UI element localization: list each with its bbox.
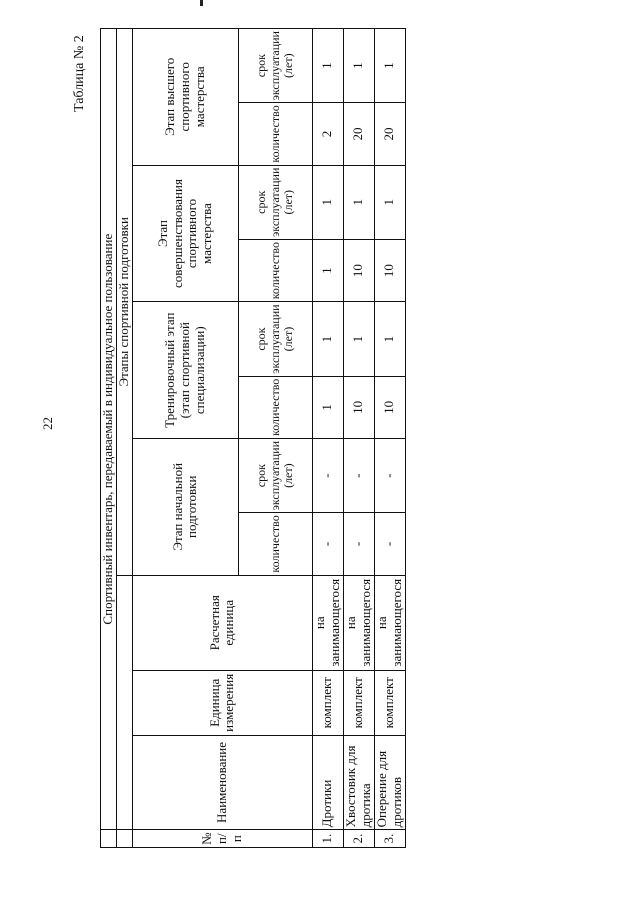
row-value: 1: [374, 302, 405, 376]
term-header: срок эксплуатации (лет): [238, 439, 312, 513]
row-value: -: [374, 513, 405, 575]
term-header: срок эксплуатации (лет): [238, 302, 312, 376]
row-value: 10: [374, 376, 405, 438]
equipment-table: [100, 28, 404, 848]
row-value: 1: [312, 29, 343, 103]
row-value: -: [312, 439, 343, 513]
table-row: [343, 29, 374, 848]
term-header: срок эксплуатации (лет): [238, 29, 312, 103]
col-unit-header: Единица измерения: [132, 670, 312, 735]
row-value: 10: [343, 239, 374, 302]
row-value: -: [312, 513, 343, 575]
row-value: 1: [312, 302, 343, 376]
page-number: 22: [40, 417, 55, 430]
stage-header-4: Этап высшего спортивного мастерства: [132, 29, 238, 166]
table-row: [374, 29, 405, 848]
row-value: 10: [374, 239, 405, 302]
scan-artifact: [200, 0, 203, 6]
row-value: 1: [312, 165, 343, 239]
table-caption: Таблица № 2: [72, 35, 87, 112]
row-num: 1.: [312, 830, 343, 848]
qty-header: количество: [238, 103, 312, 165]
row-num: 2.: [343, 830, 374, 848]
row-num: 3.: [374, 830, 405, 848]
row-unit: комплект: [343, 670, 374, 735]
row-value: -: [374, 439, 405, 513]
qty-header: количество: [238, 239, 312, 302]
row-value: 1: [374, 29, 405, 103]
stage-header-3: Этап совершенствования спортивного мастерства: [132, 165, 238, 302]
row-value: 1: [343, 302, 374, 376]
row-value: -: [343, 513, 374, 575]
row-value: 1: [374, 165, 405, 239]
row-name: Хвостовик для дротика: [343, 735, 374, 830]
row-value: 20: [374, 103, 405, 165]
col-calc-header: Расчетная единица: [132, 575, 312, 670]
row-name: Оперение для дротиков: [374, 735, 405, 830]
row-value: 1: [312, 376, 343, 438]
qty-header: количество: [238, 376, 312, 438]
row-calc: на занимающегося: [312, 575, 343, 670]
row-value: -: [343, 439, 374, 513]
row-calc: на занимающегося: [343, 575, 374, 670]
row-calc: на занимающегося: [374, 575, 405, 670]
stage-header-1: Этап начальной подготовки: [132, 439, 238, 576]
col-num-header: № п/п: [132, 830, 312, 848]
col-name-header: Наименование: [132, 735, 312, 830]
row-unit: комплект: [374, 670, 405, 735]
row-value: 2: [312, 103, 343, 165]
row-value: 20: [343, 103, 374, 165]
row-value: 1: [312, 239, 343, 302]
stage-header-2: Тренировочный этап (этап спортивной специализации): [132, 302, 238, 439]
qty-header: количество: [238, 513, 312, 575]
term-header: срок эксплуатации (лет): [238, 165, 312, 239]
main-title: Спортивный инвентарь, передаваемый в индивидуальное пользование: [101, 29, 117, 830]
row-value: 1: [343, 165, 374, 239]
row-unit: комплект: [312, 670, 343, 735]
table-row: [312, 29, 343, 848]
row-value: 10: [343, 376, 374, 438]
row-value: 1: [343, 29, 374, 103]
stages-title: Этапы спортивной подготовки: [117, 29, 133, 576]
row-name: Дротики: [312, 735, 343, 830]
